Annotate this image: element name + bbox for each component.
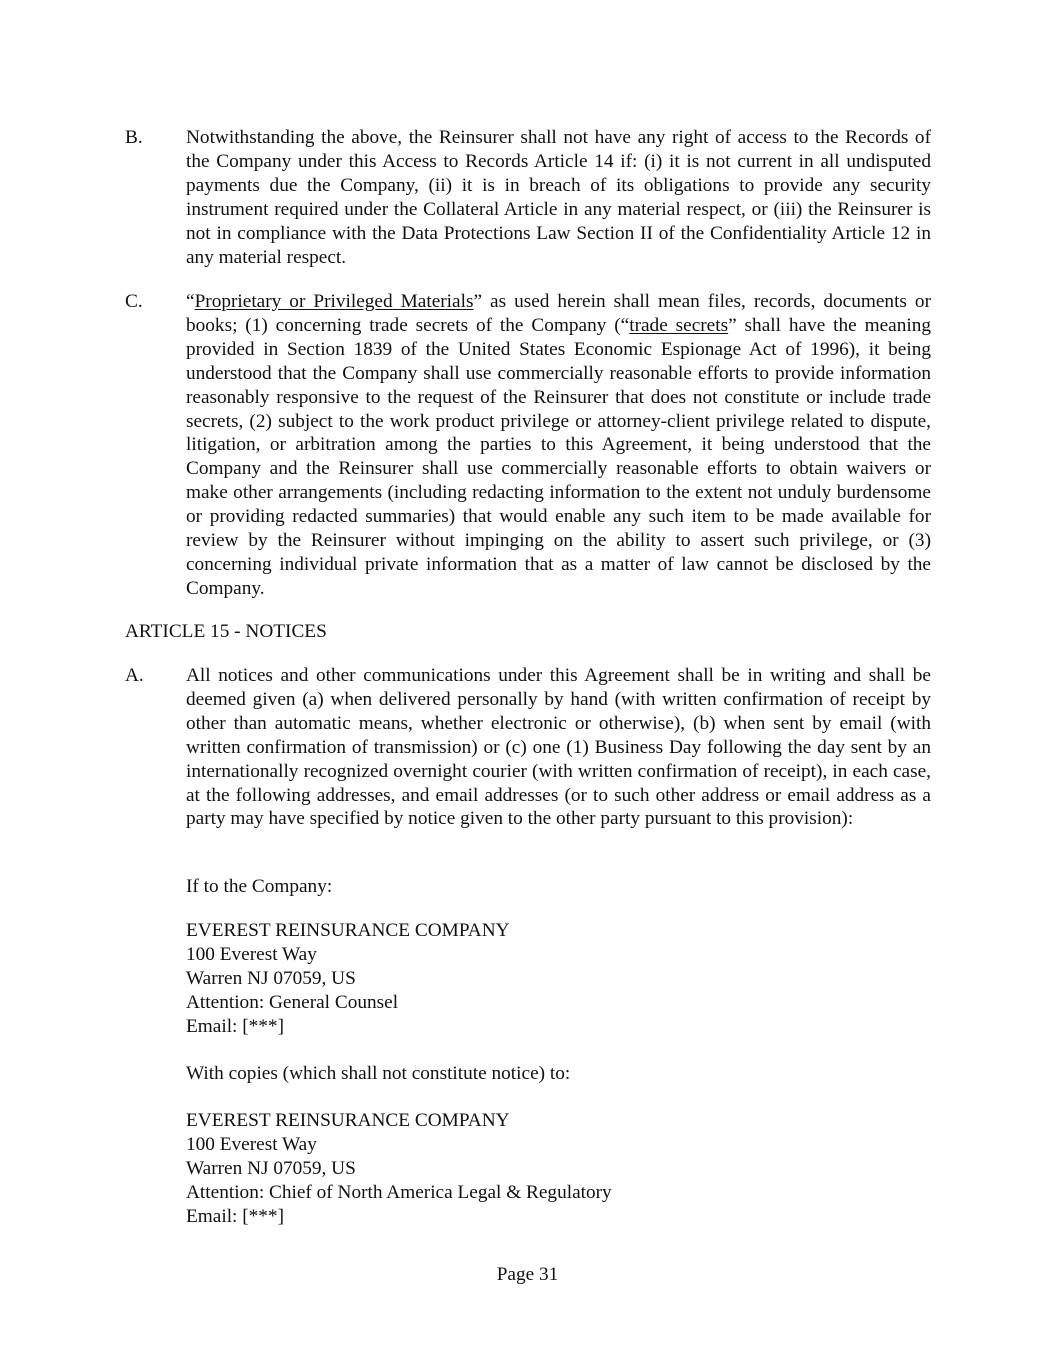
company-name: EVEREST REINSURANCE COMPANY	[186, 1110, 510, 1131]
attention-line: Attention: General Counsel	[186, 991, 399, 1013]
section-a-label: A.	[125, 665, 144, 686]
if-to-company-label: If to the Company:	[186, 876, 333, 897]
defined-term-trade-secrets: trade secrets	[629, 314, 729, 336]
company-address	[186, 919, 931, 1039]
section-b	[125, 126, 931, 269]
section-c-text	[186, 290, 931, 601]
with-copies-label: With copies (which shall not constitute notice) to:	[186, 1063, 571, 1084]
section-c	[125, 290, 931, 601]
section-c-text-part-1: ” as used herein shall mean files, records, documents or books; (1) concerning trade secrets of the Company (“	[186, 291, 931, 336]
email-line: Email: [***]	[186, 1205, 284, 1227]
section-a-text: All notices and other communications under this Agreement shall be in writing and shall be deemed given (a) when delivered personally by hand (with written confirmation of receipt by other than automatic means, whether electronic or otherwise), (b) when sent by email (with written confirmation of transmission) or (c) one (1) Business Day following the day sent by an internationally recognized overnight courier (with written confirmation of receipt), in each case, at the following addresses, and email addresses (or to such other address or email address as a party may have specified by notice given to the other party pursuant to this provision):	[186, 665, 931, 830]
street-address: 100 Everest Way	[186, 1133, 317, 1155]
section-b-label: B.	[125, 127, 143, 148]
article-heading: ARTICLE 15 - NOTICES	[125, 621, 327, 642]
street-address: 100 Everest Way	[186, 943, 317, 965]
email-line: Email: [***]	[186, 1015, 284, 1037]
copy-address	[186, 1109, 931, 1229]
section-a	[125, 664, 931, 831]
open-quote: “	[186, 291, 195, 312]
defined-term-proprietary-materials: Proprietary or Privileged Materials	[194, 291, 474, 312]
section-c-text-part-2: ” shall have the meaning provided in Section 1839 of the United States Economic Espionage Act of 1996), it being understood that the Company shall use commercially reasonable efforts to provide information reasonably responsive to the request of the Reinsurer that does not constitute or include trade secrets, (2) subject to the work product privilege or attorney-client privilege related to dispute, litigation, or arbitration among the parties to this Agreement, it being understood that the Company and the Reinsurer shall use commercially reasonable efforts to obtain waivers or make other arrangements (including redacting information to the extent not unduly burdensome or providing redacted summaries) that would enable any such item to be made available for review by the Reinsurer without impinging on the ability to assert such privilege, or (3) concerning individual private information that as a matter of law cannot be disclosed by the Company.	[186, 314, 931, 599]
section-c-label: C.	[125, 291, 143, 312]
company-name: EVEREST REINSURANCE COMPANY	[186, 920, 510, 941]
city-address: Warren NJ 07059, US	[186, 1157, 356, 1179]
section-b-text: Notwithstanding the above, the Reinsurer shall not have any right of access to the Records of the Company under this Access to Records Article 14 if: (i) it is not current in all undisputed payments due the Company, (ii) it is in breach of its obligations to provide any security instrument required under the Collateral Article in any material respect, or (iii) the Reinsurer is not in compliance with the Data Protections Law Section II of the Confidentiality Article 12 in any material respect.	[186, 127, 931, 268]
page-number: Page 31	[496, 1264, 559, 1285]
attention-line: Attention: Chief of North America Legal & Regulatory	[186, 1181, 612, 1203]
city-address: Warren NJ 07059, US	[186, 967, 356, 989]
